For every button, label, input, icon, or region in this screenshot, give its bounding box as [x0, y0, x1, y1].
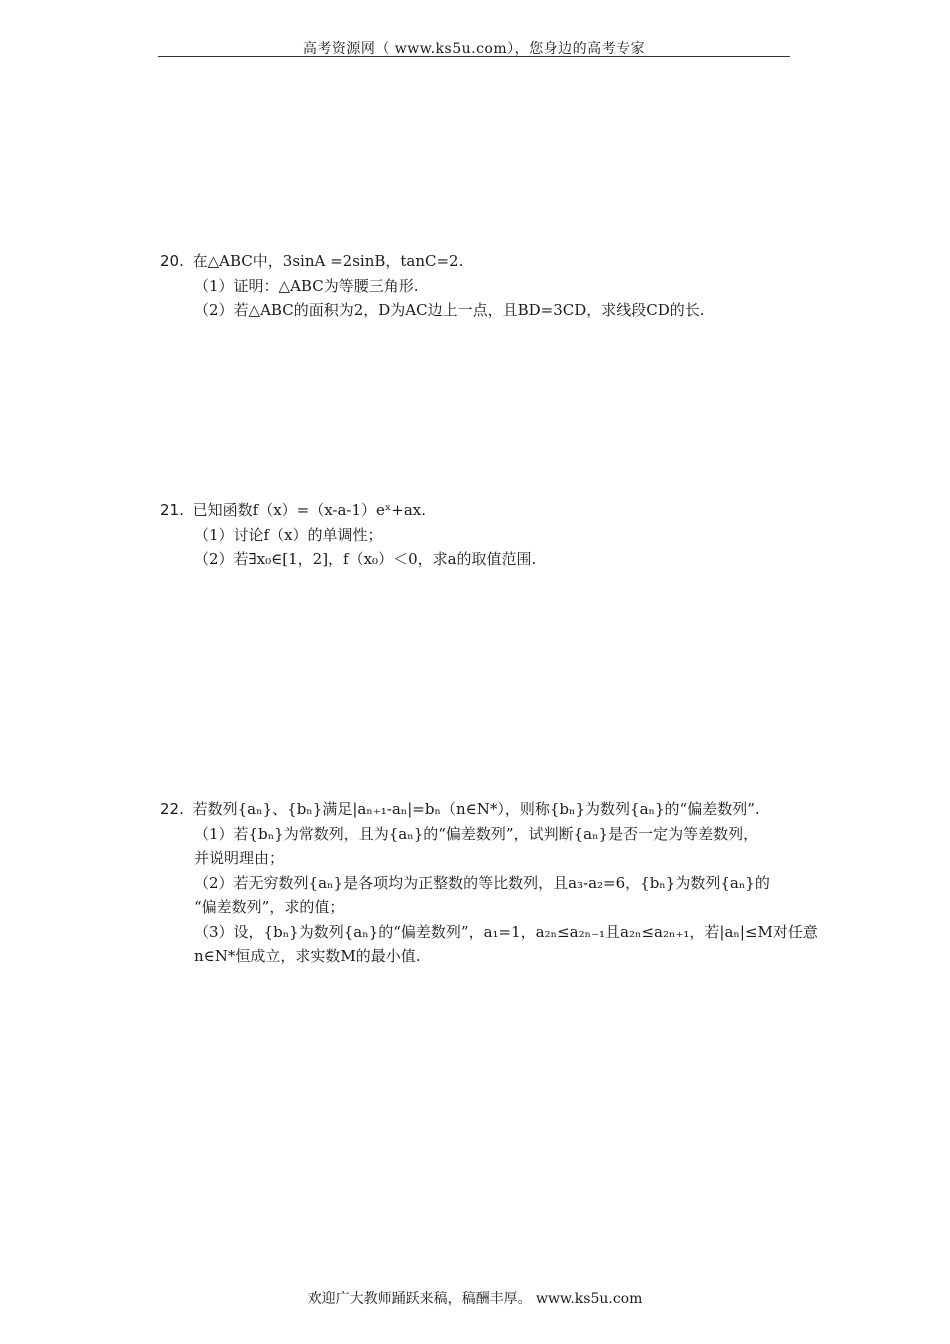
problem-22-part-2-line-1: （2）若无穷数列{aₙ}是各项均为正整数的等比数列，且a₃-a₂=6，{bₙ}为数列{aₙ}的	[194, 873, 770, 892]
problem-number: 21.	[160, 501, 184, 519]
problem-21-stem	[160, 498, 800, 523]
problem-21-part-2: （2）若∃x₀∈[1，2]，f（x₀）＜0，求a的取值范围.	[194, 550, 537, 568]
problem-22-stem	[160, 797, 800, 822]
page-footer: 欢迎广大教师踊跃来稿，稿酬丰厚。 www.ks5u.com	[307, 1291, 643, 1307]
problem-22	[160, 797, 818, 969]
problem-21-line-1: 已知函数f（x）=（x-a-1）eˣ+ax.	[192, 501, 427, 519]
problem-number: 22.	[160, 800, 184, 818]
problem-22-part-2-line-2: “偏差数列”，求的值；	[194, 898, 345, 916]
problem-22-part-1-line-2: 并说明理由；	[194, 849, 285, 867]
problem-20-stem	[160, 249, 800, 274]
page-header: 高考资源网（ www.ks5u.com），您身边的高考专家	[302, 41, 646, 57]
problem-22-part-3-line-2: n∈N*恒成立，求实数M的最小值.	[194, 947, 421, 965]
problem-22-part-1-line-1: （1）若{bₙ}为常数列，且为{aₙ}的“偏差数列”，试判断{aₙ}是否一定为等差数列，	[194, 824, 759, 843]
problem-22-line-1: 若数列{aₙ}、{bₙ}满足|aₙ₊₁-aₙ|=bₙ（n∈N*），则称{bₙ}为数列{aₙ}的“偏差数列”.	[192, 800, 760, 818]
problem-20-line-1: 在△ABC中，3sinA =2sinB，tanC=2.	[192, 252, 464, 270]
problem-21-part-1: （1）讨论f（x）的单调性；	[194, 525, 383, 544]
problem-20-part-1: （1）证明：△ABC为等腰三角形.	[194, 276, 419, 295]
problem-22-part-3-line-1: （3）设，{bₙ}为数列{aₙ}的“偏差数列”，a₁=1，a₂ₙ≤a₂ₙ₋₁且a₂ₙ≤a₂ₙ₊₁，若|aₙ|≤M对任意	[194, 922, 818, 941]
header-rule	[158, 56, 790, 57]
problem-number: 20.	[160, 252, 184, 270]
problem-21	[160, 498, 800, 572]
problem-20	[160, 249, 800, 323]
problem-20-part-2: （2）若△ABC的面积为2，D为AC边上一点，且BD=3CD，求线段CD的长.	[194, 301, 705, 319]
